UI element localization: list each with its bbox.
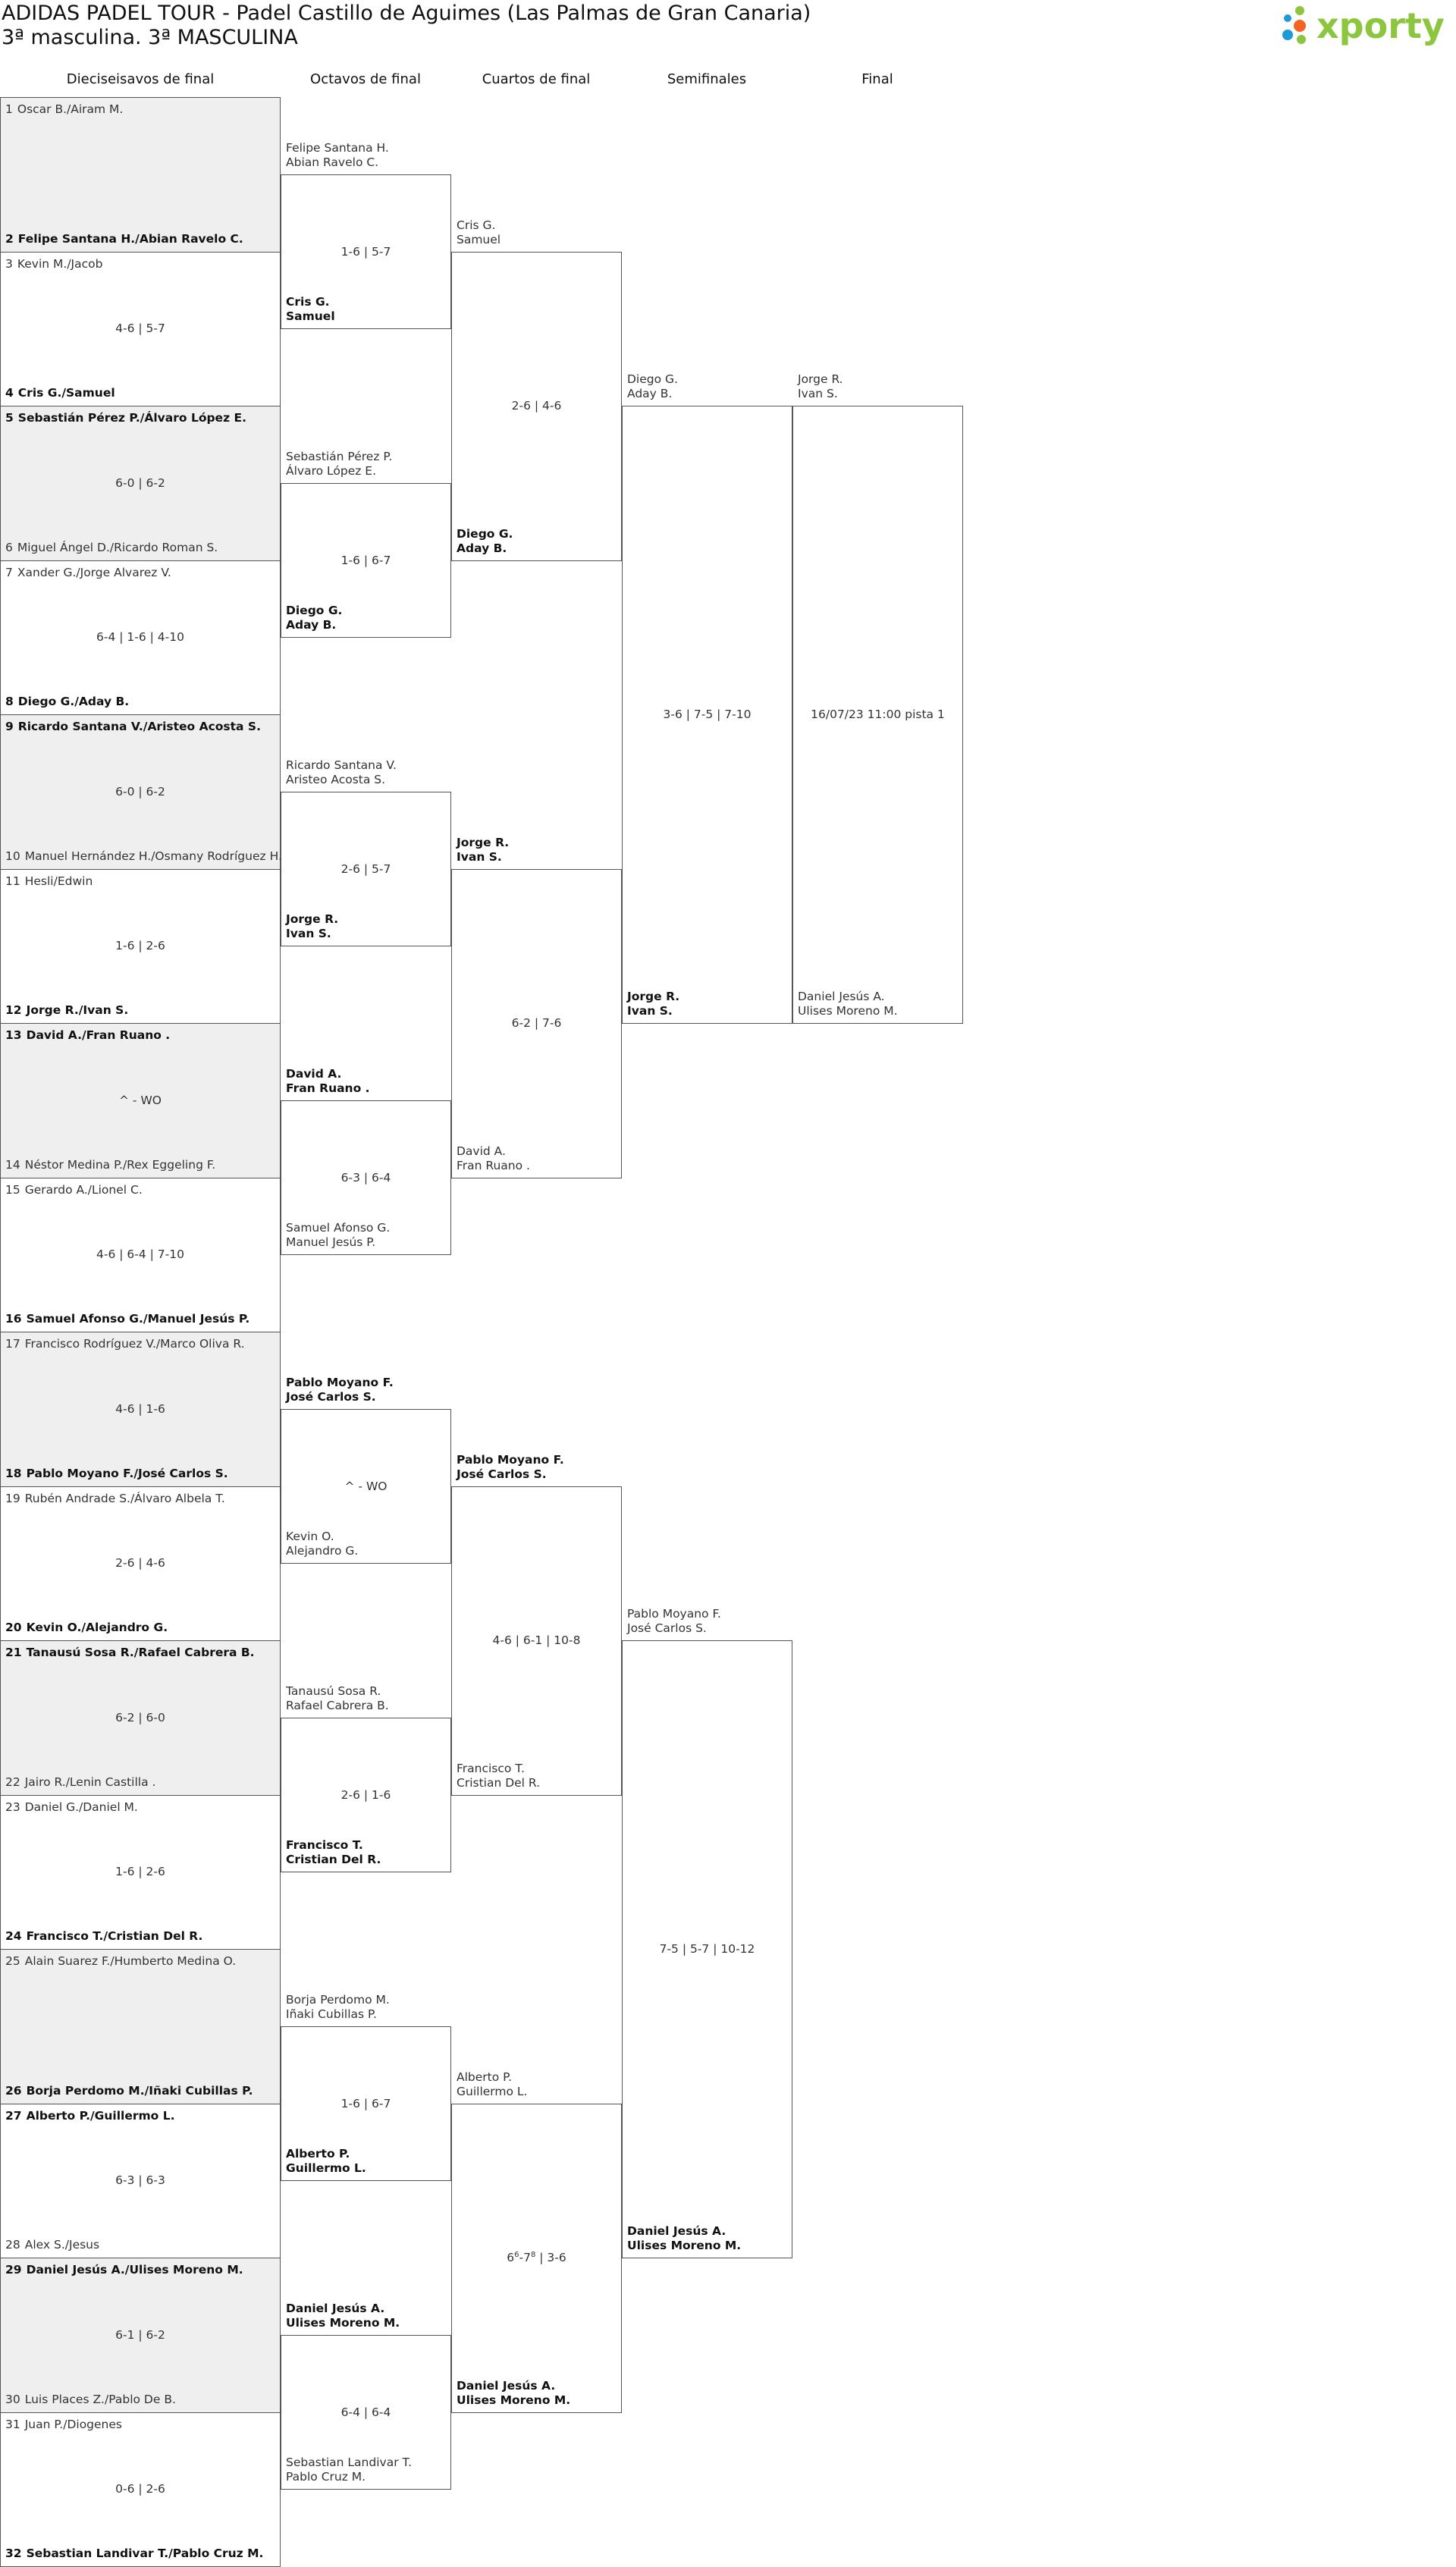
seed-number: 19	[5, 1492, 20, 1506]
match-score: 4-6 | 1-6	[0, 1402, 281, 1417]
team-name: Kevin O./Alejandro G.	[27, 1621, 168, 1634]
seed-number: 12	[5, 1003, 22, 1018]
team-name: Luis Places Z./Pablo De B.	[25, 2393, 176, 2406]
team-name: Ricardo Santana V./Aristeo Acosta S.	[18, 720, 261, 733]
seed-number: 20	[5, 1621, 22, 1635]
svg-text:xporty: xporty	[1316, 5, 1445, 46]
team-entry	[627, 1607, 721, 1636]
player-name: Sebastián Pérez P.	[286, 450, 392, 464]
team-entry	[627, 372, 678, 401]
seed-number: 10	[5, 849, 20, 864]
seed-number: 31	[5, 2418, 20, 2432]
team-entry	[5, 1954, 236, 1969]
player-name: Álvaro López E.	[286, 464, 392, 479]
match-score: 6-2 | 6-0	[0, 1711, 281, 1725]
score-tiebreak: 6	[514, 2251, 519, 2259]
seed-number: 18	[5, 1467, 22, 1481]
match-score: 1-6 | 5-7	[281, 245, 451, 259]
player-name: Ulises Moreno M.	[627, 2239, 741, 2253]
player-name: Ulises Moreno M.	[457, 2393, 570, 2408]
match-score: 1-6 | 2-6	[0, 939, 281, 953]
player-name: Alberto P.	[457, 2070, 527, 2085]
team-entry	[627, 990, 679, 1018]
seed-number: 25	[5, 1954, 20, 1969]
team-entry	[286, 450, 392, 479]
team-entry	[286, 1221, 390, 1250]
team-entry	[5, 2084, 253, 2098]
seed-number: 11	[5, 874, 20, 889]
player-name: Samuel	[286, 309, 335, 324]
player-name: José Carlos S.	[627, 1621, 721, 1636]
page-title: ADIDAS PADEL TOUR - Padel Castillo de Aguimes (Las Palmas de Gran Canaria)	[2, 2, 811, 25]
seed-number: 4	[5, 386, 14, 400]
player-name: Francisco T.	[286, 1838, 381, 1853]
seed-number: 17	[5, 1337, 20, 1351]
team-name: Daniel Jesús A./Ulises Moreno M.	[27, 2263, 243, 2277]
match-score: 4-6 | 6-4 | 7-10	[0, 1247, 281, 1262]
player-name: Ivan S.	[798, 387, 843, 401]
player-name: Daniel Jesús A.	[286, 2302, 400, 2316]
round-header: Octavos de final	[252, 71, 479, 87]
team-entry	[286, 141, 389, 170]
team-name: Daniel G./Daniel M.	[25, 1800, 138, 1814]
match-score: 6-3 | 6-4	[281, 1171, 451, 1185]
match-score: 6-4 | 1-6 | 4-10	[0, 630, 281, 645]
team-entry	[5, 2263, 243, 2277]
match-score: 1-6 | 2-6	[0, 1865, 281, 1879]
match-score: 6-1 | 6-2	[0, 2328, 281, 2343]
team-entry	[457, 218, 500, 247]
player-name: Jorge R.	[286, 912, 338, 927]
seed-number: 15	[5, 1183, 20, 1197]
player-name: Cris G.	[286, 295, 335, 309]
seed-number: 30	[5, 2393, 20, 2407]
match-score: 0-6 | 2-6	[0, 2482, 281, 2496]
player-name: Ulises Moreno M.	[798, 1004, 898, 1018]
player-name: Francisco T.	[457, 1762, 540, 1776]
team-entry	[286, 758, 397, 787]
seed-number: 13	[5, 1028, 22, 1043]
team-entry	[5, 1183, 143, 1197]
seed-number: 2	[5, 232, 14, 246]
team-entry	[5, 566, 171, 580]
team-name: Juan P./Diogenes	[25, 2418, 122, 2431]
player-name: Rafael Cabrera B.	[286, 1699, 389, 1713]
player-name: Fran Ruano .	[457, 1159, 530, 1173]
team-entry	[5, 541, 218, 555]
team-entry	[5, 102, 123, 117]
team-entry	[5, 849, 282, 864]
match-score: 3-6 | 7-5 | 7-10	[622, 708, 792, 722]
player-name: Sebastian Landivar T.	[286, 2456, 412, 2470]
team-entry	[457, 1453, 564, 1482]
team-entry	[457, 1762, 540, 1790]
team-name: Alberto P./Guillermo L.	[27, 2109, 175, 2123]
player-name: Cristian Del R.	[286, 1853, 381, 1867]
match-score: 6-3 | 6-3	[0, 2173, 281, 2188]
team-name: Cris G./Samuel	[18, 386, 115, 400]
team-entry	[5, 1003, 128, 1018]
player-name: Ivan S.	[457, 850, 509, 865]
player-name: Fran Ruano .	[286, 1081, 370, 1096]
team-entry	[798, 372, 843, 401]
round-header: Cuartos de final	[422, 71, 650, 87]
player-name: Tanausú Sosa R.	[286, 1684, 389, 1699]
team-entry	[286, 295, 335, 324]
team-name: Kevin M./Jacob	[17, 257, 103, 271]
player-name: Daniel Jesús A.	[798, 990, 898, 1004]
player-name: Aristeo Acosta S.	[286, 773, 397, 787]
match-score: 6-0 | 6-2	[0, 476, 281, 491]
player-name: Guillermo L.	[457, 2085, 527, 2099]
seed-number: 21	[5, 1646, 22, 1660]
team-name: Rubén Andrade S./Álvaro Albela T.	[25, 1492, 225, 1505]
match-score: 6-2 | 7-6	[451, 1016, 622, 1031]
player-name: Jorge R.	[627, 990, 679, 1004]
player-name: Jorge R.	[798, 372, 843, 387]
team-entry	[457, 2379, 570, 2408]
match-score: 2-6 | 4-6	[451, 399, 622, 413]
score-part: -7	[519, 2251, 531, 2264]
team-name: Néstor Medina P./Rex Eggeling F.	[25, 1158, 215, 1172]
team-entry	[286, 1530, 358, 1558]
team-entry	[286, 1993, 390, 2022]
team-entry	[5, 1337, 245, 1351]
player-name: Aday B.	[286, 618, 342, 632]
player-name: Manuel Jesús P.	[286, 1235, 390, 1250]
match-score: 4-6 | 5-7	[0, 322, 281, 336]
team-name: Borja Perdomo M./Iñaki Cubillas P.	[27, 2084, 253, 2098]
match-score: ^ - WO	[281, 1480, 451, 1494]
team-entry	[5, 1621, 168, 1635]
match-score	[451, 2251, 622, 2265]
team-entry	[5, 232, 243, 246]
team-name: Manuel Hernández H./Osmany Rodríguez H.	[25, 849, 282, 863]
player-name: Guillermo L.	[286, 2161, 366, 2176]
team-entry	[286, 604, 342, 632]
team-entry	[5, 1646, 255, 1660]
team-name: Oscar B./Airam M.	[17, 102, 124, 116]
team-name: Xander G./Jorge Alvarez V.	[17, 566, 171, 579]
match-score: 7-5 | 5-7 | 10-12	[622, 1942, 792, 1957]
team-entry	[457, 2070, 527, 2099]
player-name: Abian Ravelo C.	[286, 155, 389, 170]
page-subtitle: 3ª masculina. 3ª MASCULINA	[2, 26, 298, 49]
team-name: Samuel Afonso G./Manuel Jesús P.	[27, 1312, 250, 1326]
team-name: Alex S./Jesus	[25, 2238, 99, 2252]
seed-number: 28	[5, 2238, 20, 2252]
team-name: Miguel Ángel D./Ricardo Roman S.	[17, 541, 218, 554]
team-name: Tanausú Sosa R./Rafael Cabrera B.	[27, 1646, 255, 1659]
team-entry	[627, 2224, 741, 2253]
player-name: Diego G.	[286, 604, 342, 618]
match-box	[0, 97, 281, 253]
player-name: Ivan S.	[286, 927, 338, 941]
team-name: Alain Suarez F./Humberto Medina O.	[25, 1954, 236, 1968]
match-score: 1-6 | 6-7	[281, 2097, 451, 2111]
xporty-logo	[1280, 3, 1454, 50]
match-score: 2-6 | 5-7	[281, 862, 451, 877]
score-part: 6	[507, 2251, 514, 2264]
team-entry	[5, 411, 246, 425]
team-entry	[5, 1929, 202, 1944]
team-entry	[5, 1492, 225, 1506]
player-name: Aday B.	[627, 387, 678, 401]
seed-number: 24	[5, 1929, 22, 1944]
seed-number: 23	[5, 1800, 20, 1815]
player-name: Ricardo Santana V.	[286, 758, 397, 773]
match-score: 4-6 | 6-1 | 10-8	[451, 1633, 622, 1648]
team-name: Sebastian Landivar T./Pablo Cruz M.	[27, 2547, 264, 2560]
team-entry	[286, 2456, 412, 2484]
seed-number: 9	[5, 720, 14, 734]
team-entry	[286, 1067, 370, 1096]
team-entry	[5, 257, 102, 271]
player-name: Pablo Moyano F.	[457, 1453, 564, 1467]
seed-number: 26	[5, 2084, 22, 2098]
player-name: José Carlos S.	[286, 1390, 394, 1404]
team-entry	[5, 2393, 176, 2407]
round-header: Final	[764, 71, 991, 87]
team-entry	[5, 874, 93, 889]
player-name: Ivan S.	[627, 1004, 679, 1018]
team-entry	[798, 990, 898, 1018]
team-name: Felipe Santana H./Abian Ravelo C.	[18, 232, 243, 246]
team-entry	[286, 2302, 400, 2330]
player-name: José Carlos S.	[457, 1467, 564, 1482]
team-name: Jorge R./Ivan S.	[27, 1003, 129, 1017]
round-header: Semifinales	[593, 71, 821, 87]
team-entry	[5, 1158, 215, 1172]
team-entry	[5, 1312, 249, 1326]
team-entry	[286, 1684, 389, 1713]
team-entry	[5, 386, 115, 400]
seed-number: 22	[5, 1775, 20, 1790]
player-name: Cristian Del R.	[457, 1776, 540, 1790]
match-score: 2-6 | 4-6	[0, 1556, 281, 1571]
match-score: 2-6 | 1-6	[281, 1788, 451, 1803]
team-entry	[286, 2147, 366, 2176]
player-name: Samuel Afonso G.	[286, 1221, 390, 1235]
team-entry	[5, 1775, 155, 1790]
player-name: Pablo Moyano F.	[286, 1376, 394, 1390]
player-name: Kevin O.	[286, 1530, 358, 1544]
seed-number: 29	[5, 2263, 22, 2277]
team-name: Jairo R./Lenin Castilla .	[25, 1775, 156, 1789]
match-box	[0, 1949, 281, 2104]
player-name: Daniel Jesús A.	[457, 2379, 570, 2393]
player-name: Pablo Moyano F.	[627, 1607, 721, 1621]
player-name: Alejandro G.	[286, 1544, 358, 1558]
team-entry	[5, 2238, 99, 2252]
player-name: Daniel Jesús A.	[627, 2224, 741, 2239]
team-entry	[5, 2418, 122, 2432]
seed-number: 1	[5, 102, 13, 117]
match-score: 6-4 | 6-4	[281, 2405, 451, 2420]
team-name: Sebastián Pérez P./Álvaro López E.	[18, 411, 246, 425]
team-entry	[457, 836, 509, 865]
team-name: Gerardo A./Lionel C.	[25, 1183, 143, 1197]
team-entry	[286, 1376, 394, 1404]
team-name: Hesli/Edwin	[25, 874, 93, 888]
team-entry	[5, 2109, 174, 2123]
player-name: Diego G.	[457, 527, 513, 541]
player-name: Ulises Moreno M.	[286, 2316, 400, 2330]
seed-number: 14	[5, 1158, 20, 1172]
team-entry	[286, 1838, 381, 1867]
player-name: Cris G.	[457, 218, 500, 233]
team-entry	[457, 527, 513, 556]
team-entry	[5, 1028, 170, 1043]
seed-number: 5	[5, 411, 14, 425]
team-entry	[5, 695, 129, 709]
seed-number: 7	[5, 566, 13, 580]
score-part: | 3-6	[535, 2251, 566, 2264]
seed-number: 16	[5, 1312, 22, 1326]
player-name: Jorge R.	[457, 836, 509, 850]
score-tiebreak: 8	[531, 2251, 535, 2259]
team-entry	[286, 912, 338, 941]
team-name: Diego G./Aday B.	[18, 695, 129, 708]
team-entry	[5, 2547, 263, 2561]
player-name: Pablo Cruz M.	[286, 2470, 412, 2484]
player-name: Diego G.	[627, 372, 678, 387]
team-entry	[5, 1467, 228, 1481]
player-name: Iñaki Cubillas P.	[286, 2007, 390, 2022]
seed-number: 32	[5, 2547, 22, 2561]
player-name: Borja Perdomo M.	[286, 1993, 390, 2007]
seed-number: 8	[5, 695, 14, 709]
team-name: Pablo Moyano F./José Carlos S.	[27, 1467, 228, 1480]
team-name: David A./Fran Ruano .	[27, 1028, 171, 1042]
team-entry	[5, 1800, 138, 1815]
team-entry	[5, 720, 261, 734]
match-score: ^ - WO	[0, 1094, 281, 1108]
match-schedule: 16/07/23 11:00 pista 1	[792, 708, 963, 722]
match-score: 1-6 | 6-7	[281, 554, 451, 568]
player-name: Alberto P.	[286, 2147, 366, 2161]
seed-number: 6	[5, 541, 13, 555]
round-header: Dieciseisavos de final	[27, 71, 254, 87]
player-name: Samuel	[457, 233, 500, 247]
seed-number: 3	[5, 257, 13, 271]
match-score: 6-0 | 6-2	[0, 785, 281, 799]
team-name: Francisco T./Cristian Del R.	[27, 1929, 203, 1943]
player-name: Aday B.	[457, 541, 513, 556]
team-entry	[457, 1144, 530, 1173]
seed-number: 27	[5, 2109, 22, 2123]
player-name: David A.	[286, 1067, 370, 1081]
player-name: David A.	[457, 1144, 530, 1159]
team-name: Francisco Rodríguez V./Marco Oliva R.	[25, 1337, 245, 1351]
player-name: Felipe Santana H.	[286, 141, 389, 155]
